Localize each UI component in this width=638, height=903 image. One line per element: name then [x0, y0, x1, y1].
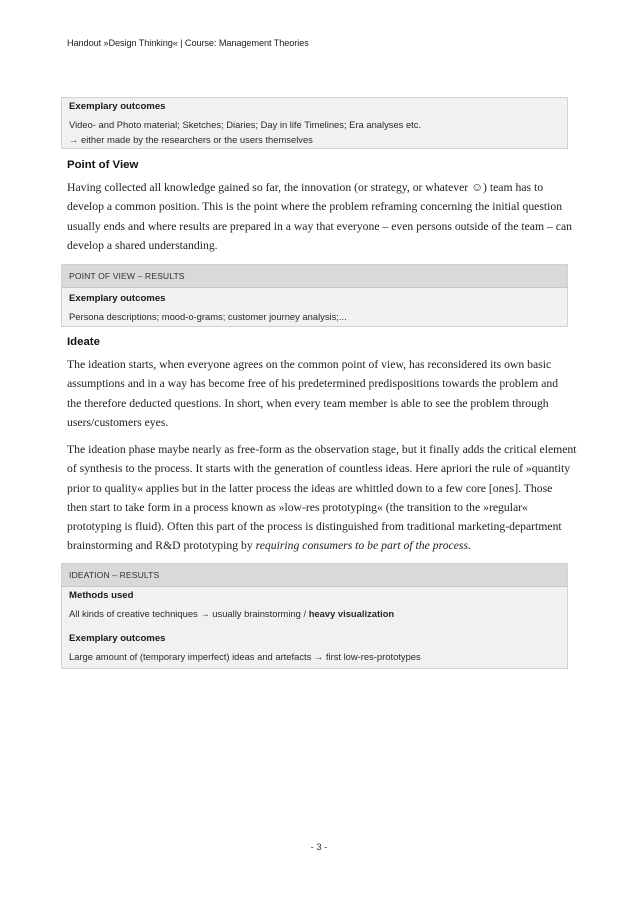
- bold-text: heavy visualization: [308, 608, 395, 619]
- point-of-view-paragraph: [67, 178, 572, 255]
- running-header: Handout »Design Thinking« | Course: Management Theories: [67, 38, 309, 48]
- text-line: prototyping is fluid). Often this part of the process is distinguished from traditional marketing-department: [67, 520, 562, 534]
- box-text: Persona descriptions; mood-o-grams; customer journey analysis;...: [69, 311, 347, 322]
- text-line: The ideation phase maybe nearly as free-form as the observation stage, but it finally adds the critical element: [67, 443, 577, 456]
- text-line: assumptions and in a way has become free of his predetermined predispositions towards the problem and: [67, 377, 559, 391]
- text-run: .: [468, 539, 471, 553]
- text-line: prior to quality« applies but in the latter process the ideas are whittled down to a few core [ones]. Those: [67, 481, 553, 495]
- box-label: Exemplary outcomes: [69, 101, 166, 112]
- text-line: of synthesis to the process. It starts with the generation of countless ideas. Here apriori the rule of »quantity: [67, 462, 571, 476]
- box-label: Methods used: [69, 590, 134, 601]
- text-line: usually ends and where results are prepared in a way that everyone – even persons outside of the team – can: [67, 219, 572, 233]
- text-line: develop a common position. This is the point where the problem reframing concerning the initial question: [67, 200, 563, 214]
- box-label: Exemplary outcomes: [69, 633, 166, 644]
- box-text: [69, 608, 394, 619]
- box-heading: POINT OF VIEW – RESULTS: [62, 265, 567, 288]
- box-text: Large amount of (temporary imperfect) ideas and artefacts → first low-res-prototypes: [69, 651, 421, 662]
- ideation-results-box: [61, 563, 568, 669]
- page-number: - 3 -: [310, 841, 328, 852]
- section-title-point-of-view: Point of View: [67, 159, 139, 171]
- text-line: Having collected all knowledge gained so far, the innovation (or strategy, or whatever ☺) team has to: [67, 181, 544, 194]
- text-run: All kinds of creative techniques → usually brainstorming /: [69, 608, 309, 619]
- text-line: then start to take form in a process known as »low-res prototyping« (the transition to the »regular«: [67, 500, 528, 514]
- emphasis-text: requiring consumers to be part of the process: [255, 539, 469, 553]
- text-line-last: [67, 536, 567, 555]
- box-label: Exemplary outcomes: [69, 293, 166, 304]
- text-line: users/customers eyes.: [67, 415, 169, 429]
- ideate-paragraph-2: [67, 440, 577, 556]
- point-of-view-results-box: [61, 264, 568, 327]
- box-text: → either made by the researchers or the users themselves: [69, 134, 313, 145]
- text-line: The ideation starts, when everyone agrees on the common point of view, has reconsidered its own basic: [67, 358, 552, 371]
- ideate-paragraph-1: [67, 355, 567, 432]
- text-line: the therefore deducted questions. In short, when every team member is able to see the problem through: [67, 396, 549, 410]
- text-line: develop a shared understanding.: [67, 238, 218, 252]
- section-title-ideate: Ideate: [67, 336, 100, 348]
- box-text: Video- and Photo material; Sketches; Diaries; Day in life Timelines; Era analyses etc.: [69, 119, 422, 130]
- box-heading: IDEATION – RESULTS: [62, 564, 567, 587]
- text-run: brainstorming and R&D prototyping by: [67, 539, 256, 553]
- observe-results-box: [61, 97, 568, 149]
